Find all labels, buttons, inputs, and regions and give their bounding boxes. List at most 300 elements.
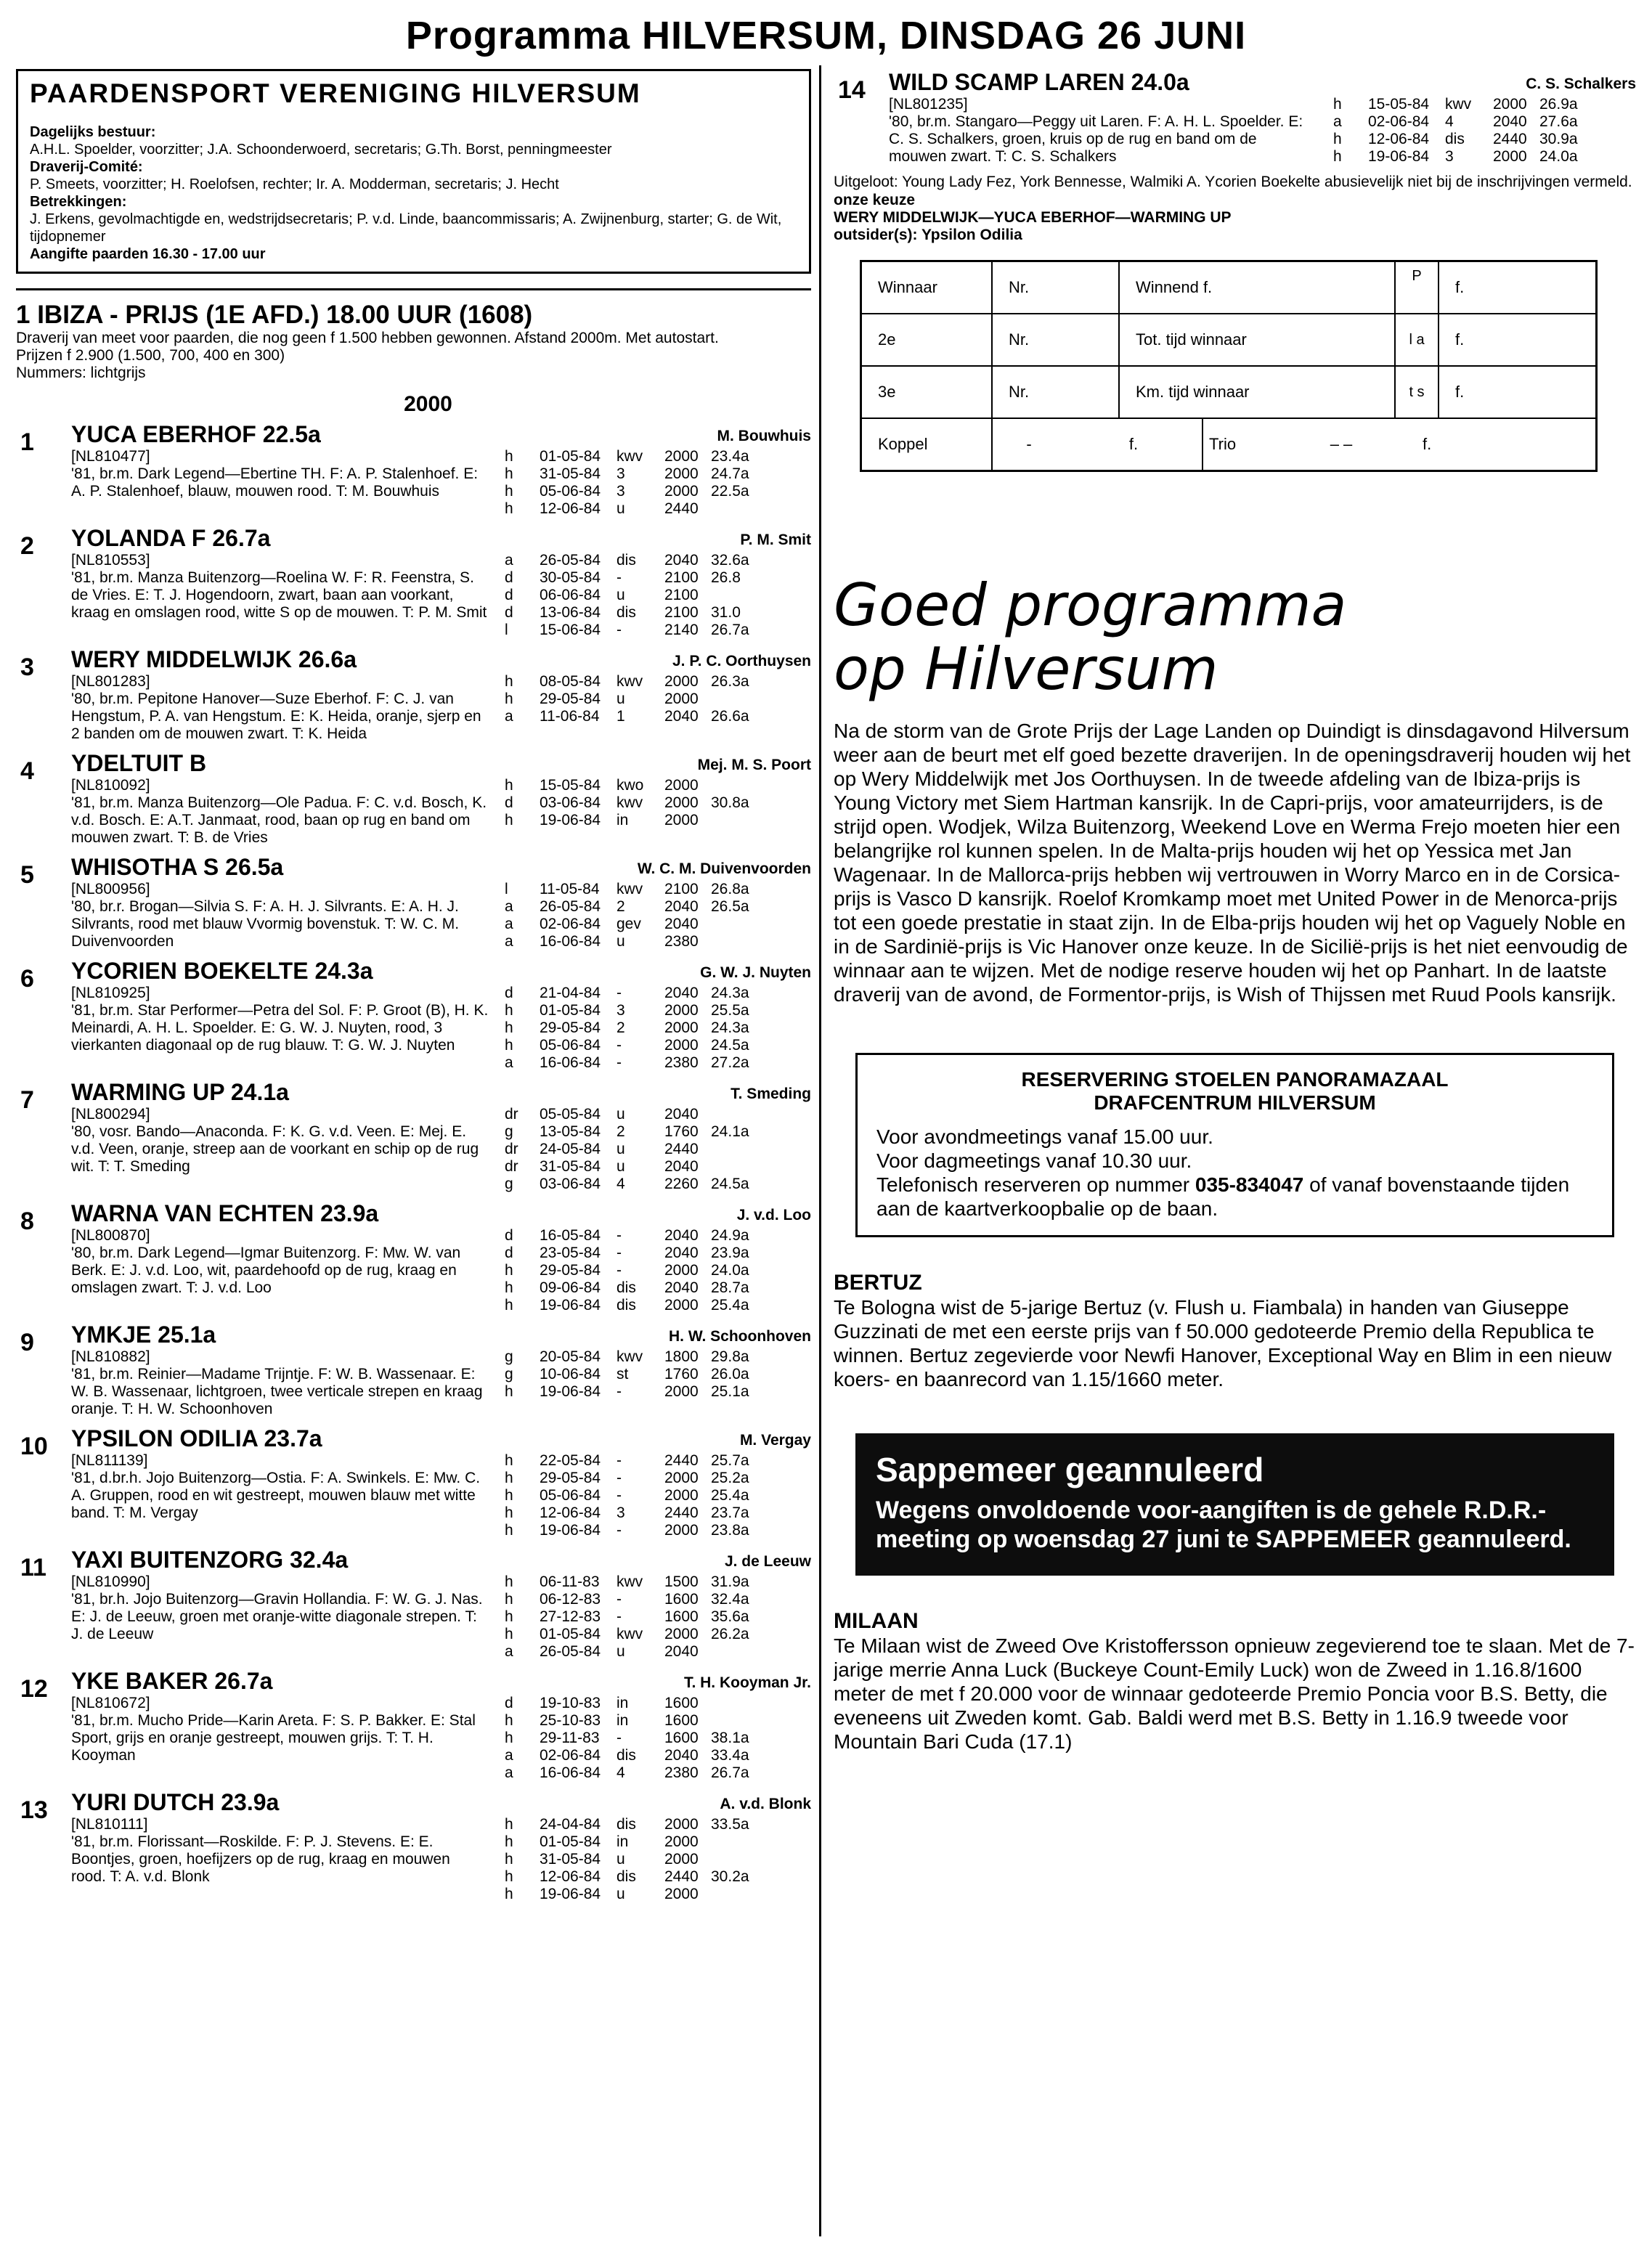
performance-row	[505, 708, 754, 725]
horse-details	[71, 1106, 811, 1193]
performance-cell: 24.0a	[711, 1262, 749, 1279]
performance-cell: 32.6a	[711, 552, 749, 569]
reservation-subtitle: DRAFCENTRUM HILVERSUM	[1094, 1091, 1376, 1114]
performance-cell: 30-05-84	[540, 569, 601, 586]
horse-driver: C. S. Schalkers	[1526, 76, 1636, 92]
performance-cell: 16-06-84	[540, 1764, 601, 1781]
performance-cell: h	[505, 500, 513, 517]
performance-cell: 2	[617, 898, 625, 915]
performance-cell: 2000	[664, 448, 699, 465]
horse-name-row	[71, 525, 811, 552]
performance-cell: 24-05-84	[540, 1141, 601, 1157]
horse-details	[71, 552, 811, 639]
performance-cell: 19-06-84	[1368, 148, 1430, 165]
horse-details	[71, 1452, 811, 1539]
performance-row	[505, 1227, 754, 1245]
performance-row	[505, 1279, 754, 1297]
performance-cell: 24.3a	[711, 985, 749, 1001]
performance-cell: d	[505, 1227, 513, 1244]
horse-entry	[16, 1425, 811, 1539]
section-heading: Dagelijks bestuur:	[30, 124, 156, 140]
performance-cell: 30.8a	[711, 794, 749, 811]
performance-cell: dis	[617, 1747, 636, 1764]
performance-cell: 30.2a	[711, 1868, 749, 1885]
performance-cell: u	[617, 1158, 625, 1175]
performance-cell: 2440	[664, 1141, 699, 1157]
performance-cell: h	[505, 1279, 513, 1296]
performance-row	[505, 673, 754, 691]
performance-cell: 05-06-84	[540, 1487, 601, 1504]
performance-cell: 2380	[664, 1054, 699, 1071]
horse-performance	[505, 1695, 754, 1782]
reservation-text	[876, 1125, 1593, 1221]
performance-cell: h	[505, 1522, 513, 1539]
result-amount: f.	[1455, 383, 1465, 401]
horse-driver: J. de Leeuw	[724, 1553, 811, 1570]
performance-cell: 33.4a	[711, 1747, 749, 1764]
performance-cell: h	[505, 1487, 513, 1504]
section-heading: Betrekkingen:	[30, 194, 127, 210]
performance-row	[505, 1886, 754, 1903]
performance-cell: dis	[617, 1868, 636, 1885]
performance-row	[505, 1643, 754, 1661]
horse-name-row	[71, 421, 811, 448]
performance-cell: 01-05-84	[540, 1626, 601, 1642]
performance-cell: h	[1333, 131, 1342, 147]
performance-row	[505, 622, 754, 639]
performance-cell: 2000	[664, 1002, 699, 1019]
performance-cell: 23.8a	[711, 1522, 749, 1539]
horse-name-row	[71, 750, 811, 777]
performance-cell: 19-06-84	[540, 1886, 601, 1902]
reservation-phone-line	[876, 1173, 1593, 1221]
horse-performance	[505, 985, 754, 1072]
performance-cell: 32.4a	[711, 1591, 749, 1608]
horse-name: YKE BAKER 26.7a	[71, 1668, 273, 1694]
horse-number: 10	[20, 1433, 48, 1460]
performance-cell: 19-06-84	[540, 812, 601, 828]
performance-cell: 11-06-84	[540, 708, 600, 725]
trio-dashes: – –	[1330, 435, 1353, 453]
performance-cell: h	[505, 1833, 513, 1850]
performance-cell: d	[505, 569, 513, 586]
horse-performance	[505, 1348, 754, 1418]
performance-cell: -	[617, 1522, 622, 1539]
performance-cell: u	[617, 933, 625, 950]
horse-pedigree: '81, br.m. Manza Buitenzorg—Roelina W. F: R. Feenstra, S. de Vries. E: T. J. Hogendoorn, zwart, baan aan voorkant, kraag en omslagen rood, witte S op de mouwen. T: P. M. Smit	[71, 569, 487, 621]
performance-cell: 2	[617, 1019, 625, 1036]
performance-cell: 26-05-84	[540, 552, 601, 569]
performance-cell: 23.7a	[711, 1504, 749, 1521]
performance-cell: 09-06-84	[540, 1279, 601, 1296]
performance-row	[505, 1054, 754, 1072]
horse-name: WILD SCAMP LAREN 24.0a	[889, 69, 1189, 95]
horse-number: 8	[20, 1208, 34, 1235]
horse-name: WHISOTHA S 26.5a	[71, 854, 284, 880]
performance-row	[505, 1591, 754, 1608]
performance-cell: 2040	[664, 708, 699, 725]
performance-cell: 2040	[664, 916, 699, 932]
horse-pedigree: '81, d.br.h. Jojo Buitenzorg—Ostia. F: A. Swinkels. E: Mw. C. A. Gruppen, rood en wit gestreept, mouwen blauw met witte band. T: M. Vergay	[71, 1470, 481, 1521]
horse-pedigree: '80, br.m. Pepitone Hanover—Suze Eberhof. F: C. J. van Hengstum, P. A. van Hengstum. E: K. Heida, oranje, sjerp en 2 banden om de mouwen zwart. T: K. Heida	[71, 691, 481, 742]
performance-cell: 2440	[664, 1868, 699, 1885]
article-body: Na de storm van de Grote Prijs der Lage Landen op Duindigt is dinsdagavond Hilversum weer aan de beurt met elf goed bezette draverijen. In de openingsdraverij houden wij het op Wery Middelwijk met Jos Oorthuysen. In de tweede afdeling van de Ibiza-prijs is Young Victory met Siem Hartman kansrijk. In de Capri-prijs, voor amateurrijders, is de strijd open. Wodjek, Wilza Buitenzorg, Weekend Love en Werma Frejo moeten hier een belangrijke rol kunnen spelen. In de Malta-prijs houden wij het op Yessica met Jan Wagenaar. In de Mallorca-prijs hebben wij vertrouwen in Worry Marco en in de Corsica-prijs is Vasco D kansrijk. Roelof Kromkamp moet met United Power in de Menorca-prijs tot een goede prestatie in staat zijn. In de Elba-prijs houden wij het op Vaguely Noble en in de Sardinië-prijs is Vic Hanover onze keuze. In de Sicilië-prijs is het niet eenvoudig de winnaar aan te wijzen. Met de nodige reserve houden wij het op Panhart. In de laatste draverij van de avond, de Formentor-prijs, is Wish of Thijssen met Ruud Pools kansrijk.	[834, 720, 1631, 1006]
result-nr: Nr.	[993, 262, 1120, 313]
performance-cell: 26.3a	[711, 673, 749, 690]
horse-number: 11	[20, 1554, 46, 1581]
performance-cell: a	[1333, 113, 1342, 130]
performance-cell: 03-06-84	[540, 1176, 601, 1192]
performance-cell: 24.5a	[711, 1037, 749, 1054]
performance-cell: h	[505, 1019, 513, 1036]
performance-cell: 16-05-84	[540, 1227, 601, 1244]
reservation-phone-outro: of vanaf bovenstaande tijden aan de kaartverkoopbalie op de baan.	[876, 1173, 1570, 1220]
section-text: J. Erkens, gevolmachtigde en, wedstrijdsecretaris; P. v.d. Linde, baancommissaris; A. Zwijnenburg, starter; G. de Wit, tijdopnemer	[30, 211, 782, 245]
horse-registration: [NL810092]	[71, 777, 150, 794]
horse-description	[71, 448, 489, 518]
performance-cell: -	[617, 1227, 622, 1244]
performance-cell: dr	[505, 1106, 518, 1123]
performance-cell: dis	[1445, 131, 1465, 147]
performance-row	[505, 1833, 754, 1851]
horse-name: YCORIEN BOEKELTE 24.3a	[71, 958, 373, 984]
article-title: Goed programma op Hilversum	[834, 571, 1347, 703]
performance-cell: kwv	[617, 1626, 643, 1642]
performance-row	[505, 569, 754, 587]
page-title: Programma HILVERSUM, DINSDAG 26 JUNI	[405, 14, 1247, 57]
performance-row	[505, 794, 754, 812]
horse-performance	[505, 1816, 754, 1903]
reservation-phone-intro: Telefonisch reserveren op nummer	[876, 1173, 1190, 1196]
performance-cell: h	[505, 1626, 513, 1642]
performance-cell: 02-06-84	[540, 916, 601, 932]
performance-cell: 29-05-84	[540, 1470, 601, 1486]
horse-driver: W. C. M. Duivenvoorden	[637, 860, 811, 877]
performance-cell: u	[617, 1643, 625, 1660]
performance-cell: 2100	[664, 604, 699, 621]
horse-details	[71, 777, 811, 847]
horse-number: 12	[20, 1675, 48, 1703]
horse-performance	[505, 1227, 754, 1314]
performance-cell: 22.5a	[711, 483, 749, 500]
performance-cell: 25.2a	[711, 1470, 749, 1486]
performance-cell: in	[617, 812, 629, 828]
horse-driver: T. H. Kooyman Jr.	[683, 1674, 811, 1691]
horse-details	[71, 673, 811, 743]
performance-cell: 35.6a	[711, 1608, 749, 1625]
performance-cell: 2100	[664, 587, 699, 603]
plaats-label-mid: l a	[1396, 314, 1439, 365]
performance-cell	[711, 777, 754, 794]
horse-name-row	[889, 69, 1636, 96]
horse-description	[71, 673, 489, 743]
performance-cell: 12-06-84	[540, 500, 601, 517]
performance-cell: 2000	[664, 483, 699, 500]
performance-cell: h	[505, 1712, 513, 1729]
performance-cell: 2000	[664, 1019, 699, 1036]
horse-registration: [NL800956]	[71, 881, 150, 897]
performance-cell: a	[505, 1643, 513, 1660]
performance-row	[505, 1573, 754, 1591]
performance-cell: 2380	[664, 933, 699, 950]
horse-name-row	[71, 1321, 811, 1348]
performance-cell: 30.9a	[1539, 131, 1578, 147]
horse-name-row	[71, 1200, 811, 1227]
performance-cell: h	[505, 1886, 513, 1902]
performance-cell: 2380	[664, 1764, 699, 1781]
horse-number: 9	[20, 1329, 34, 1356]
cancellation-text: Wegens onvoldoende voor-aangiften is de gehele R.D.R.-meeting op woensdag 27 juni te SAPPEMEER geannuleerd.	[876, 1496, 1571, 1553]
performance-cell: 29.8a	[711, 1348, 749, 1365]
performance-cell: -	[617, 622, 622, 638]
performance-cell: h	[505, 812, 513, 828]
performance-cell	[711, 1833, 754, 1851]
performance-cell	[711, 1643, 754, 1661]
performance-cell: h	[505, 1868, 513, 1885]
performance-cell: u	[617, 1141, 625, 1157]
performance-cell: 3	[617, 483, 625, 500]
performance-cell: 2000	[664, 812, 699, 828]
performance-cell	[711, 587, 754, 604]
plaats-label-end: t s	[1396, 367, 1439, 418]
performance-cell: 06-11-83	[540, 1573, 600, 1590]
news-title-bertuz: BERTUZ	[834, 1271, 922, 1295]
horse-performance	[505, 1106, 754, 1193]
performance-cell: d	[505, 587, 513, 603]
reservation-title: RESERVERING STOELEN PANORAMAZAAL	[1021, 1068, 1449, 1091]
horse-registration: [NL800294]	[71, 1106, 150, 1123]
race-description	[16, 330, 811, 382]
performance-cell: 2000	[664, 1851, 699, 1868]
performance-cell: h	[505, 1383, 513, 1400]
performance-row	[505, 1851, 754, 1868]
horse-registration: [NL811139]	[71, 1452, 148, 1469]
race-numbers: Nummers: lichtgrijs	[16, 365, 146, 381]
performance-cell: 31-05-84	[540, 465, 601, 482]
performance-cell: 2440	[1493, 131, 1527, 147]
performance-cell: kwv	[1445, 96, 1472, 113]
reservation-line: Voor dagmeetings vanaf 10.30 uur.	[876, 1149, 1192, 1172]
horse-description	[71, 1573, 489, 1661]
horse-entry	[16, 421, 811, 518]
performance-cell: 2000	[664, 465, 699, 482]
performance-cell: kwv	[617, 881, 643, 897]
performance-cell: 26.9a	[1539, 96, 1578, 113]
performance-cell: u	[617, 1851, 625, 1868]
performance-cell: d	[505, 985, 513, 1001]
horse-entry	[16, 525, 811, 639]
horse-registration: [NL810553]	[71, 552, 150, 569]
performance-row	[505, 777, 754, 794]
performance-row	[505, 1245, 754, 1262]
performance-cell: -	[617, 1383, 622, 1400]
performance-cell: 19-06-84	[540, 1383, 601, 1400]
performance-cell: 3	[1445, 148, 1454, 165]
performance-row	[505, 465, 754, 483]
performance-cell: 1500	[664, 1573, 699, 1590]
organization-details	[30, 123, 797, 263]
horse-body	[71, 854, 811, 950]
performance-cell: 1800	[664, 1348, 699, 1365]
performance-cell: 2100	[664, 569, 699, 586]
result-label: Winnend f.	[1120, 262, 1396, 313]
performance-cell: 2440	[664, 500, 699, 517]
performance-cell: 06-12-83	[540, 1591, 601, 1608]
horse-details	[71, 1573, 811, 1661]
performance-cell: dis	[617, 1816, 636, 1833]
horse-number: 3	[20, 653, 34, 681]
performance-cell: 24.0a	[1539, 148, 1578, 165]
performance-cell: 1600	[664, 1591, 699, 1608]
horse-pedigree: '81, br.h. Jojo Buitenzorg—Gravin Hollandia. F: W. G. J. Nas. E: J. de Leeuw, groen met oranje-witte diagonale strepen. T: J. de Leeuw	[71, 1591, 483, 1642]
right-column	[834, 69, 1636, 2233]
performance-cell: 4	[617, 1176, 625, 1192]
performance-cell: 2040	[664, 1158, 699, 1175]
horse-driver: T. Smeding	[731, 1086, 811, 1102]
performance-row	[505, 1522, 754, 1539]
horse-description	[71, 777, 489, 847]
performance-cell: 2000	[664, 794, 699, 811]
performance-cell: 2040	[1493, 113, 1527, 130]
performance-cell: 2000	[664, 1037, 699, 1054]
horse-driver: P. M. Smit	[740, 532, 811, 548]
performance-cell: 2040	[664, 1643, 699, 1660]
performance-cell: 16-06-84	[540, 1054, 601, 1071]
performance-row	[1333, 96, 1583, 113]
performance-row	[505, 448, 754, 465]
performance-cell: 38.1a	[711, 1730, 749, 1746]
performance-cell: 01-05-84	[540, 448, 601, 465]
horse-pedigree: '81, br.m. Mucho Pride—Karin Areta. F: S. P. Bakker. E: Stal Sport, grijs en oranje gestreept, mouwen grijs. T: T. H. Kooyman	[71, 1712, 476, 1764]
performance-row	[505, 1747, 754, 1764]
performance-cell: 01-05-84	[540, 1002, 601, 1019]
performance-cell: 1600	[664, 1730, 699, 1746]
horse-description	[71, 1106, 489, 1193]
performance-cell: 2040	[664, 1245, 699, 1261]
performance-cell: h	[505, 465, 513, 482]
performance-cell: -	[617, 1730, 622, 1746]
race-conditions: Draverij van meet voor paarden, die nog geen f 1.500 hebben gewonnen. Afstand 2000m. Met autostart.	[16, 330, 719, 346]
performance-row	[505, 1037, 754, 1054]
reservation-line: Voor avondmeetings vanaf 15.00 uur.	[876, 1125, 1213, 1148]
performance-cell: 13-06-84	[540, 604, 601, 621]
performance-cell: d	[505, 604, 513, 621]
performance-cell: 2000	[664, 691, 699, 707]
performance-cell: 2040	[664, 1106, 699, 1123]
cancellation-box	[855, 1433, 1614, 1576]
performance-cell: 20-05-84	[540, 1348, 601, 1365]
performance-cell: h	[505, 1037, 513, 1054]
horse-body	[889, 69, 1636, 166]
performance-cell: 24.1a	[711, 1123, 749, 1140]
performance-cell: h	[505, 777, 513, 794]
performance-cell: 2000	[664, 1470, 699, 1486]
horse-pedigree: '80, br.m. Stangaro—Peggy uit Laren. F: A. H. L. Spoelder. E: C. S. Schalkers, groen, kruis op de rug en band om de mouwen zwart. T: C. S. Schalkers	[889, 113, 1303, 165]
performance-cell: 4	[617, 1764, 625, 1781]
horse-name: YURI DUTCH 23.9a	[71, 1789, 280, 1815]
performance-cell: 3	[617, 1002, 625, 1019]
performance-row	[1333, 148, 1583, 166]
performance-row	[505, 933, 754, 950]
performance-cell: g	[505, 1176, 513, 1192]
performance-cell: 24.3a	[711, 1019, 749, 1036]
horse-entry	[834, 69, 1636, 166]
horse-name: YUCA EBERHOF 22.5a	[71, 421, 321, 447]
koppel-amount: f.	[1065, 419, 1203, 470]
performance-cell: 26-05-84	[540, 1643, 601, 1660]
performance-row	[505, 1106, 754, 1123]
section-rule	[16, 288, 811, 290]
outsider-picks: outsider(s): Ypsilon Odilia	[834, 227, 1022, 243]
performance-cell: 21-04-84	[540, 985, 601, 1001]
performance-cell: 2100	[664, 881, 699, 897]
performance-row	[505, 1123, 754, 1141]
performance-row	[505, 1366, 754, 1383]
performance-cell: 2040	[664, 1747, 699, 1764]
performance-cell: 02-06-84	[540, 1747, 601, 1764]
horse-pedigree: '81, br.m. Reinier—Madame Trijntje. F: W. B. Wassenaar. E: W. B. Wassenaar, lichtgroen, twee verticale strepen en kraag oranje. T: H. W. Schoonhoven	[71, 1366, 483, 1417]
performance-cell: 1600	[664, 1608, 699, 1625]
horse-body	[71, 1425, 811, 1539]
horse-pedigree: '81, br.m. Manza Buitenzorg—Ole Padua. F: C. v.d. Bosch, K. v.d. Bosch. E: A.T. Janmaat, rood, baan op rug en band om mouwen zwart. T: B. de Vries	[71, 794, 487, 846]
result-table	[860, 260, 1598, 472]
result-position: 3e	[862, 367, 993, 418]
performance-cell: 2040	[664, 552, 699, 569]
horse-details	[71, 448, 811, 518]
horse-body	[71, 1079, 811, 1193]
horse-pedigree: '80, br.r. Brogan—Silvia S. F: A. H. J. Silvrants. E: A. H. J. Silvrants, rood met blauw Vvormig bovenstuk. T: W. C. M. Duivenvoorden	[71, 898, 460, 950]
performance-cell: kwv	[617, 1348, 643, 1365]
performance-cell: 1760	[664, 1366, 699, 1382]
performance-row	[505, 1176, 754, 1193]
performance-cell: 26.8	[711, 569, 741, 586]
performance-row	[505, 916, 754, 933]
horse-registration: [NL801283]	[71, 673, 150, 690]
performance-cell: in	[617, 1833, 629, 1850]
horse-body	[71, 421, 811, 518]
performance-cell: dis	[617, 604, 636, 621]
performance-cell: 1600	[664, 1712, 699, 1729]
performance-cell: 2000	[664, 1383, 699, 1400]
performance-cell: 19-06-84	[540, 1297, 601, 1314]
organization-box	[16, 69, 811, 274]
performance-cell: 26.0a	[711, 1366, 749, 1382]
horse-number: 5	[20, 861, 34, 889]
horse-entry	[16, 958, 811, 1072]
performance-row	[505, 1868, 754, 1886]
performance-cell: -	[617, 1262, 622, 1279]
performance-row	[505, 1626, 754, 1643]
performance-cell: h	[505, 673, 513, 690]
horse-performance	[505, 881, 754, 950]
horse-entry	[16, 1789, 811, 1903]
performance-cell: 26-05-84	[540, 898, 601, 915]
performance-cell: 2260	[664, 1176, 699, 1192]
koppel-dash: -	[1026, 435, 1032, 453]
aangifte-time: Aangifte paarden 16.30 - 17.00 uur	[30, 246, 266, 262]
performance-cell: 2040	[664, 898, 699, 915]
performance-cell: 03-06-84	[540, 794, 601, 811]
horse-number: 1	[20, 428, 34, 456]
performance-cell	[711, 1106, 754, 1123]
performance-cell: 22-05-84	[540, 1452, 601, 1469]
performance-cell: -	[617, 1245, 622, 1261]
horse-entry	[16, 1079, 811, 1193]
performance-cell: 24-04-84	[540, 1816, 601, 1833]
performance-cell: 2000	[664, 1816, 699, 1833]
horse-pedigree: '81, br.m. Star Performer—Petra del Sol. F: P. Groot (B), H. K. Meinardi, A. H. L. Spoelder. E: G. W. J. Nuyten, rood, 3 vierkanten diagonaal op de rug blauw. T: G. W. J. Nuyten	[71, 1002, 489, 1054]
horse-entry	[16, 1668, 811, 1782]
